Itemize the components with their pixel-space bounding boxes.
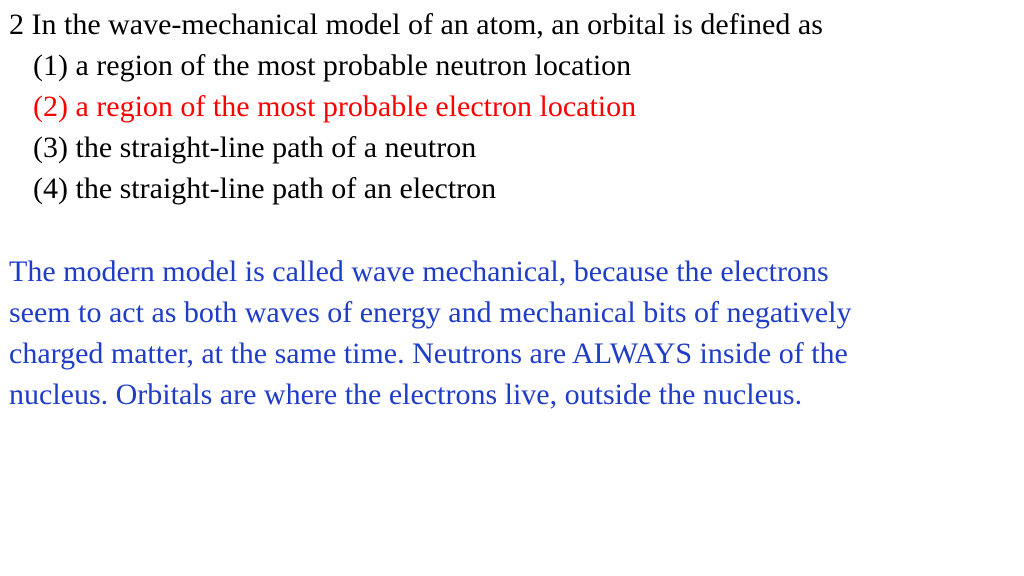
question-text: 2 In the wave-mechanical model of an atom, an orbital is defined as bbox=[9, 8, 823, 41]
question-block bbox=[9, 4, 1009, 209]
explanation-line: nucleus. Orbitals are where the electrons live, outside the nucleus. bbox=[9, 378, 803, 411]
option-2-correct-answer: (2) a region of the most probable electron location bbox=[33, 90, 637, 123]
explanation-line: seem to act as both waves of energy and mechanical bits of negatively bbox=[9, 296, 852, 329]
explanation-paragraph bbox=[9, 251, 1009, 415]
option-4: (4) the straight-line path of an electron bbox=[33, 172, 497, 205]
explanation-line: The modern model is called wave mechanical, because the electrons bbox=[9, 255, 829, 288]
explanation-line: charged matter, at the same time. Neutrons are ALWAYS inside of the bbox=[9, 337, 848, 370]
option-1: (1) a region of the most probable neutron location bbox=[33, 49, 632, 82]
option-3: (3) the straight-line path of a neutron bbox=[33, 131, 477, 164]
